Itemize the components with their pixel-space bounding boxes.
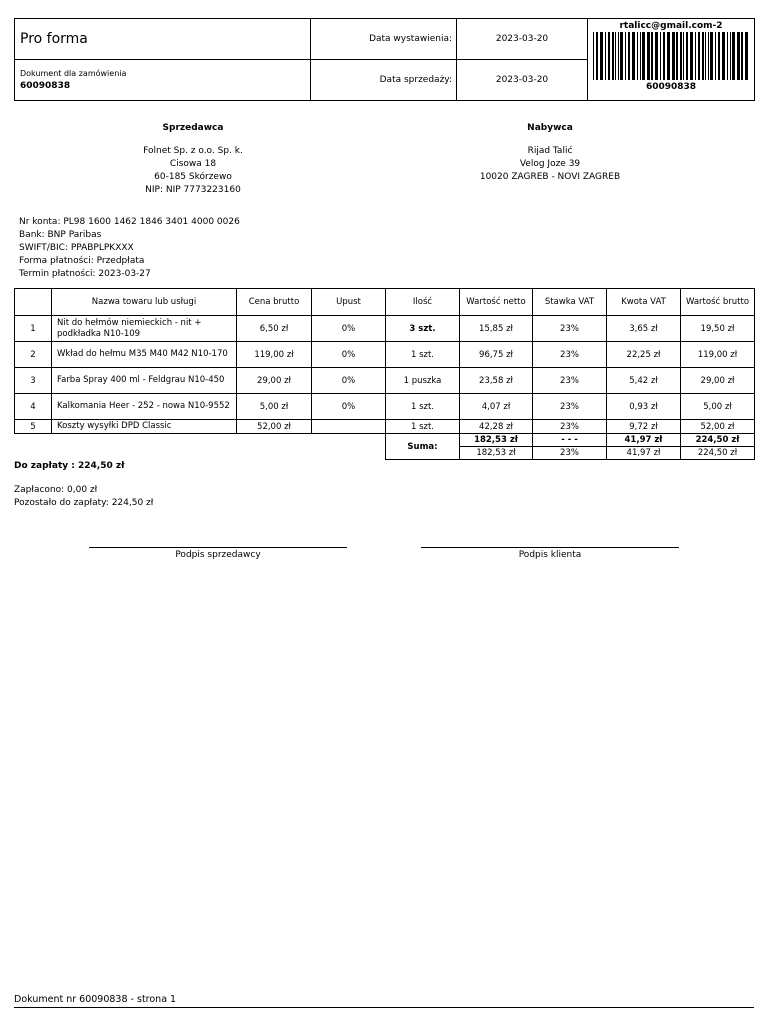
seller-city: 60-185 Skórzewo: [154, 172, 232, 182]
cell-quantity: 1 puszka: [386, 368, 460, 394]
sum-net: 182,53 zł: [460, 434, 533, 447]
sale-date-value: 2023-03-20: [457, 60, 588, 101]
barcode-bar: [698, 32, 700, 80]
table-row: [15, 420, 755, 434]
seller-heading: Sprzedawca: [162, 123, 224, 133]
header-net-value: Wartość netto: [460, 289, 533, 316]
barcode-bar: [737, 32, 740, 80]
document-header: [14, 18, 755, 100]
sale-date-label: Data sprzedaży:: [311, 60, 457, 101]
sum-vat-net: 182,53 zł: [460, 447, 533, 460]
cell-discount: 0%: [312, 342, 386, 368]
sum-vat-rate-23: 23%: [533, 447, 607, 460]
barcode-bar: [718, 32, 720, 80]
barcode-bar: [615, 32, 616, 80]
cell-gross-value: 52,00 zł: [681, 420, 755, 434]
page-title: Pro forma: [20, 31, 88, 47]
sum-vat-amount: 41,97 zł: [607, 434, 681, 447]
barcode-bar: [727, 32, 728, 80]
barcode-bar: [625, 32, 626, 80]
sum-label: Suma:: [386, 434, 460, 460]
barcode-bar: [695, 32, 696, 80]
seller-block: [28, 122, 358, 197]
barcode-bar: [620, 32, 623, 80]
barcode-bar: [596, 32, 598, 80]
cell-net-value: 15,85 zł: [460, 316, 533, 342]
client-signature: Podpis klienta: [421, 547, 679, 560]
barcode-bar: [605, 32, 606, 80]
barcode-bar: [690, 32, 693, 80]
cell-name: Kalkomania Heer - 252 - nowa N10-9552: [52, 394, 237, 420]
cell-vat-amount: 9,72 zł: [607, 420, 681, 434]
table-row: [15, 368, 755, 394]
header-quantity: Ilość: [386, 289, 460, 316]
cell-gross-value: 5,00 zł: [681, 394, 755, 420]
buyer-block: [385, 122, 715, 184]
cell-quantity: 1 szt.: [386, 342, 460, 368]
cell-vat-amount: 22,25 zł: [607, 342, 681, 368]
header-vat-amount: Kwota VAT: [607, 289, 681, 316]
header-discount: Upust: [312, 289, 386, 316]
header-gross-price: Cena brutto: [237, 289, 312, 316]
seller-street: Cisowa 18: [169, 159, 217, 169]
seller-name: Folnet Sp. z o.o. Sp. k.: [143, 146, 243, 156]
barcode-bar: [655, 32, 658, 80]
cell-gross-value: 19,50 zł: [681, 316, 755, 342]
header-name: Nazwa towaru lub usługi: [52, 289, 237, 316]
cell-name: Koszty wysyłki DPD Classic: [52, 420, 237, 434]
cell-vat-rate: 23%: [533, 394, 607, 420]
cell-quantity: 1 szt.: [386, 394, 460, 420]
buyer-heading: Nabywca: [527, 123, 573, 133]
barcode-bar: [702, 32, 704, 80]
cell-vat-amount: 5,42 zł: [607, 368, 681, 394]
amount-remaining: Pozostało do zapłaty: 224,50 zł: [14, 498, 154, 508]
cell-discount: [312, 420, 386, 434]
table-row: [15, 342, 755, 368]
issue-date-value: 2023-03-20: [457, 19, 588, 60]
cell-discount: 0%: [312, 316, 386, 342]
sum-gross: 224,50 zł: [681, 434, 755, 447]
bank-account: Nr konta: PL98 1600 1462 1846 3401 4000 0026: [19, 217, 240, 227]
items-table: [14, 288, 754, 460]
barcode-bar: [705, 32, 706, 80]
cell-name: Nit do hełmów niemieckich - nit + podkładka N10-109: [52, 316, 237, 342]
cell-vat-rate: 23%: [533, 420, 607, 434]
cell-lp: 1: [15, 316, 52, 342]
title-cell: [15, 19, 311, 60]
barcode-bar: [642, 32, 645, 80]
barcode-bar: [637, 32, 638, 80]
header-vat-rate: Stawka VAT: [533, 289, 607, 316]
sum-row: [15, 434, 755, 447]
cell-name: Wkład do hełmu M35 M40 M42 N10-170: [52, 342, 237, 368]
cell-vat-rate: 23%: [533, 368, 607, 394]
buyer-name: Rijad Talić: [527, 146, 573, 156]
header-lp: [15, 289, 52, 316]
barcode-bar: [680, 32, 682, 80]
barcode-bar: [667, 32, 670, 80]
sum-vat-gross: 224,50 zł: [681, 447, 755, 460]
cell-gross-value: 119,00 zł: [681, 342, 755, 368]
barcode-bar: [647, 32, 650, 80]
seller-signature: Podpis sprzedawcy: [89, 547, 347, 560]
sum-spacer: [15, 434, 386, 460]
buyer-city: 10020 ZAGREB - NOVI ZAGREB: [479, 172, 621, 182]
barcode-image: [591, 32, 751, 80]
cell-gross-value: 29,00 zł: [681, 368, 755, 394]
barcode-bar: [672, 32, 675, 80]
table-row: [15, 316, 755, 342]
amount-due: Do zapłaty : 224,50 zł: [14, 461, 125, 471]
barcode-bar: [640, 32, 641, 80]
doc-number: 60090838: [20, 81, 71, 91]
cell-lp: 4: [15, 394, 52, 420]
sum-vat-amount-23: 41,97 zł: [607, 447, 681, 460]
barcode-bar: [745, 32, 748, 80]
barcode-bar: [708, 32, 709, 80]
payment-form: Forma płatności: Przedpłata: [19, 256, 145, 266]
cell-lp: 5: [15, 420, 52, 434]
barcode-bar: [741, 32, 743, 80]
barcode-email: rtalicc@gmail.com-2: [619, 21, 723, 31]
barcode-bar: [618, 32, 619, 80]
cell-gross-price: 29,00 zł: [237, 368, 312, 394]
payment-status: [14, 484, 153, 510]
barcode-bar: [628, 32, 630, 80]
cell-net-value: 42,28 zł: [460, 420, 533, 434]
barcode-bar: [730, 32, 731, 80]
buyer-street: Velog Joze 39: [519, 159, 581, 169]
barcode-bar: [632, 32, 635, 80]
swift-code: SWIFT/BIC: PPABPLPKXXX: [19, 243, 134, 253]
amount-paid: Zapłacono: 0,00 zł: [14, 485, 98, 495]
barcode-bar: [660, 32, 661, 80]
seller-nip: NIP: NIP 7773223160: [145, 185, 241, 195]
barcode-bar: [710, 32, 713, 80]
cell-vat-amount: 3,65 zł: [607, 316, 681, 342]
barcode-number: 60090838: [645, 82, 697, 92]
cell-vat-rate: 23%: [533, 342, 607, 368]
cell-gross-price: 52,00 zł: [237, 420, 312, 434]
barcode-bar: [715, 32, 716, 80]
cell-quantity: 3 szt.: [386, 316, 460, 342]
barcode-bar: [722, 32, 725, 80]
barcode-bar: [612, 32, 614, 80]
barcode-bar: [686, 32, 688, 80]
cell-gross-price: 5,00 zł: [237, 394, 312, 420]
table-row: [15, 394, 755, 420]
cell-discount: 0%: [312, 368, 386, 394]
bank-name: Bank: BNP Paribas: [19, 230, 102, 240]
doc-label: Dokument dla zamówienia: [20, 69, 127, 78]
barcode-bar: [593, 32, 594, 80]
cell-quantity: 1 szt.: [386, 420, 460, 434]
barcode-cell: [588, 19, 755, 101]
cell-name: Farba Spray 400 ml - Feldgrau N10-450: [52, 368, 237, 394]
cell-vat-rate: 23%: [533, 316, 607, 342]
barcode-bar: [676, 32, 678, 80]
barcode-bar: [732, 32, 735, 80]
sum-vat-rate: - - -: [533, 434, 607, 447]
barcode-bar: [608, 32, 610, 80]
payment-term: Termin płatności: 2023-03-27: [19, 269, 151, 279]
doc-info-cell: [15, 60, 311, 101]
barcode-bar: [683, 32, 684, 80]
payment-info: [19, 216, 240, 281]
header-gross-value: Wartość brutto: [681, 289, 755, 316]
cell-lp: 2: [15, 342, 52, 368]
barcode-bar: [600, 32, 603, 80]
cell-net-value: 23,58 zł: [460, 368, 533, 394]
cell-discount: 0%: [312, 394, 386, 420]
barcode-bar: [651, 32, 653, 80]
cell-lp: 3: [15, 368, 52, 394]
cell-net-value: 4,07 zł: [460, 394, 533, 420]
cell-gross-price: 119,00 zł: [237, 342, 312, 368]
issue-date-label: Data wystawienia:: [311, 19, 457, 60]
cell-gross-price: 6,50 zł: [237, 316, 312, 342]
page-footer: Dokument nr 60090838 - strona 1: [14, 994, 754, 1008]
cell-vat-amount: 0,93 zł: [607, 394, 681, 420]
cell-net-value: 96,75 zł: [460, 342, 533, 368]
barcode-bar: [663, 32, 665, 80]
